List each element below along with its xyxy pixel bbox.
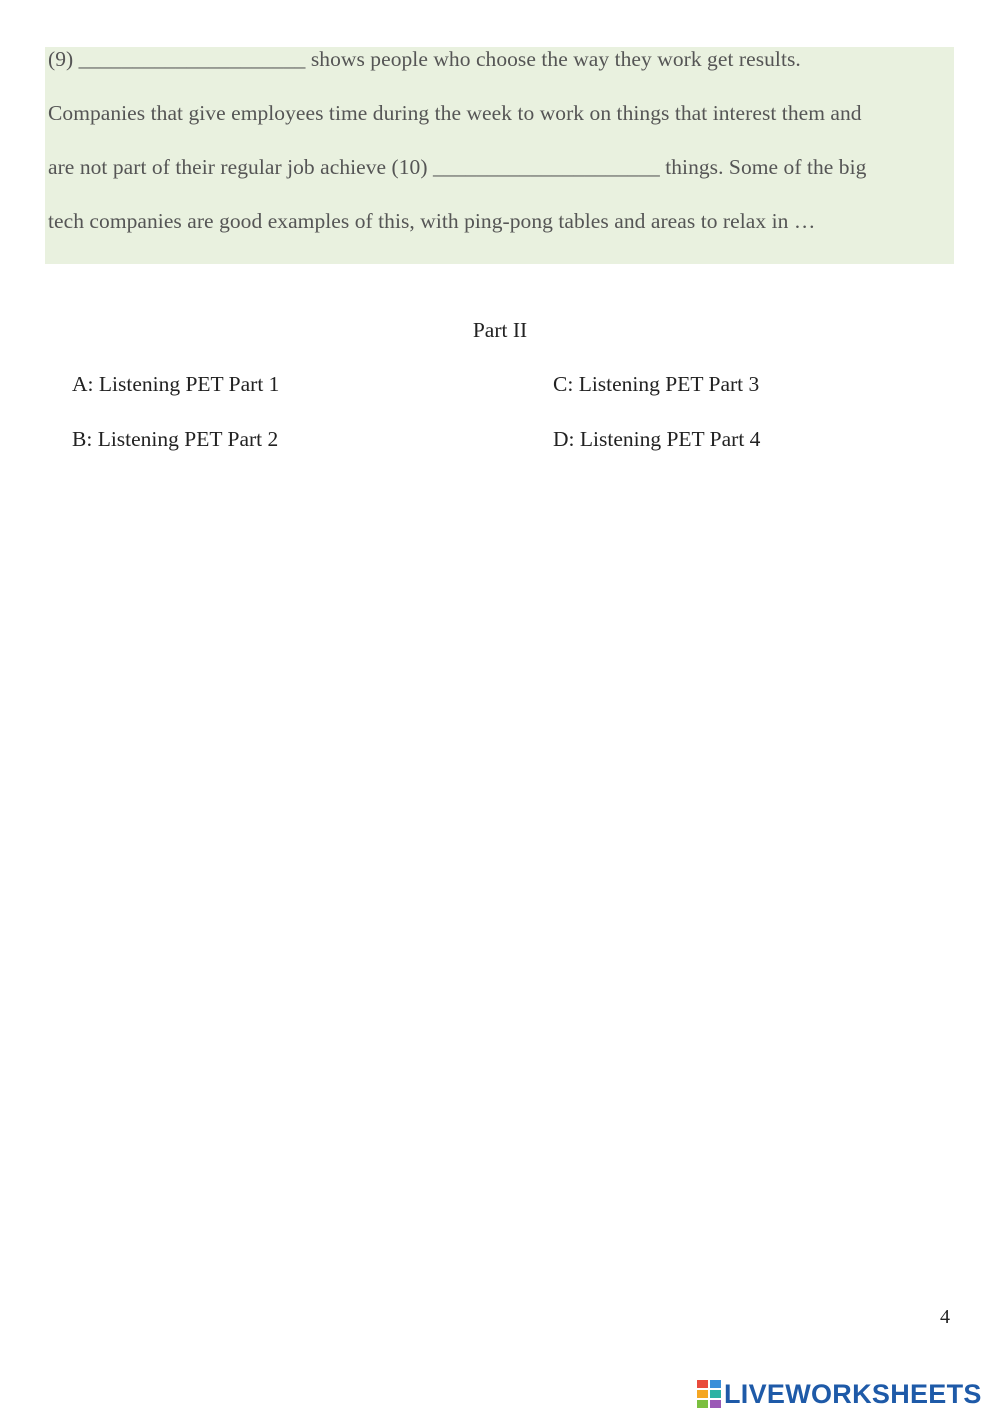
option-a: A: Listening PET Part 1 xyxy=(72,372,280,396)
brand-name: LIVEWORKSHEETS xyxy=(724,1378,982,1409)
passage-line-1: (9) _____________________ shows people who choose the way they work get results. xyxy=(48,47,801,71)
option-b: B: Listening PET Part 2 xyxy=(72,427,279,451)
option-d: D: Listening PET Part 4 xyxy=(553,427,761,451)
page-number: 4 xyxy=(940,1306,950,1328)
passage-line-4: tech companies are good examples of this, with ping-pong tables and areas to relax in … xyxy=(48,209,816,233)
liveworksheets-logo[interactable] xyxy=(697,1378,982,1410)
reading-passage xyxy=(45,47,954,264)
passage-line-3: are not part of their regular job achieve (10) _____________________ things. Some of the big xyxy=(48,155,867,179)
liveworksheets-logo-icon xyxy=(697,1380,721,1408)
option-c: C: Listening PET Part 3 xyxy=(553,372,760,396)
passage-line-2: Companies that give employees time during the week to work on things that interest them and xyxy=(48,101,862,125)
section-title: Part II xyxy=(472,318,528,342)
